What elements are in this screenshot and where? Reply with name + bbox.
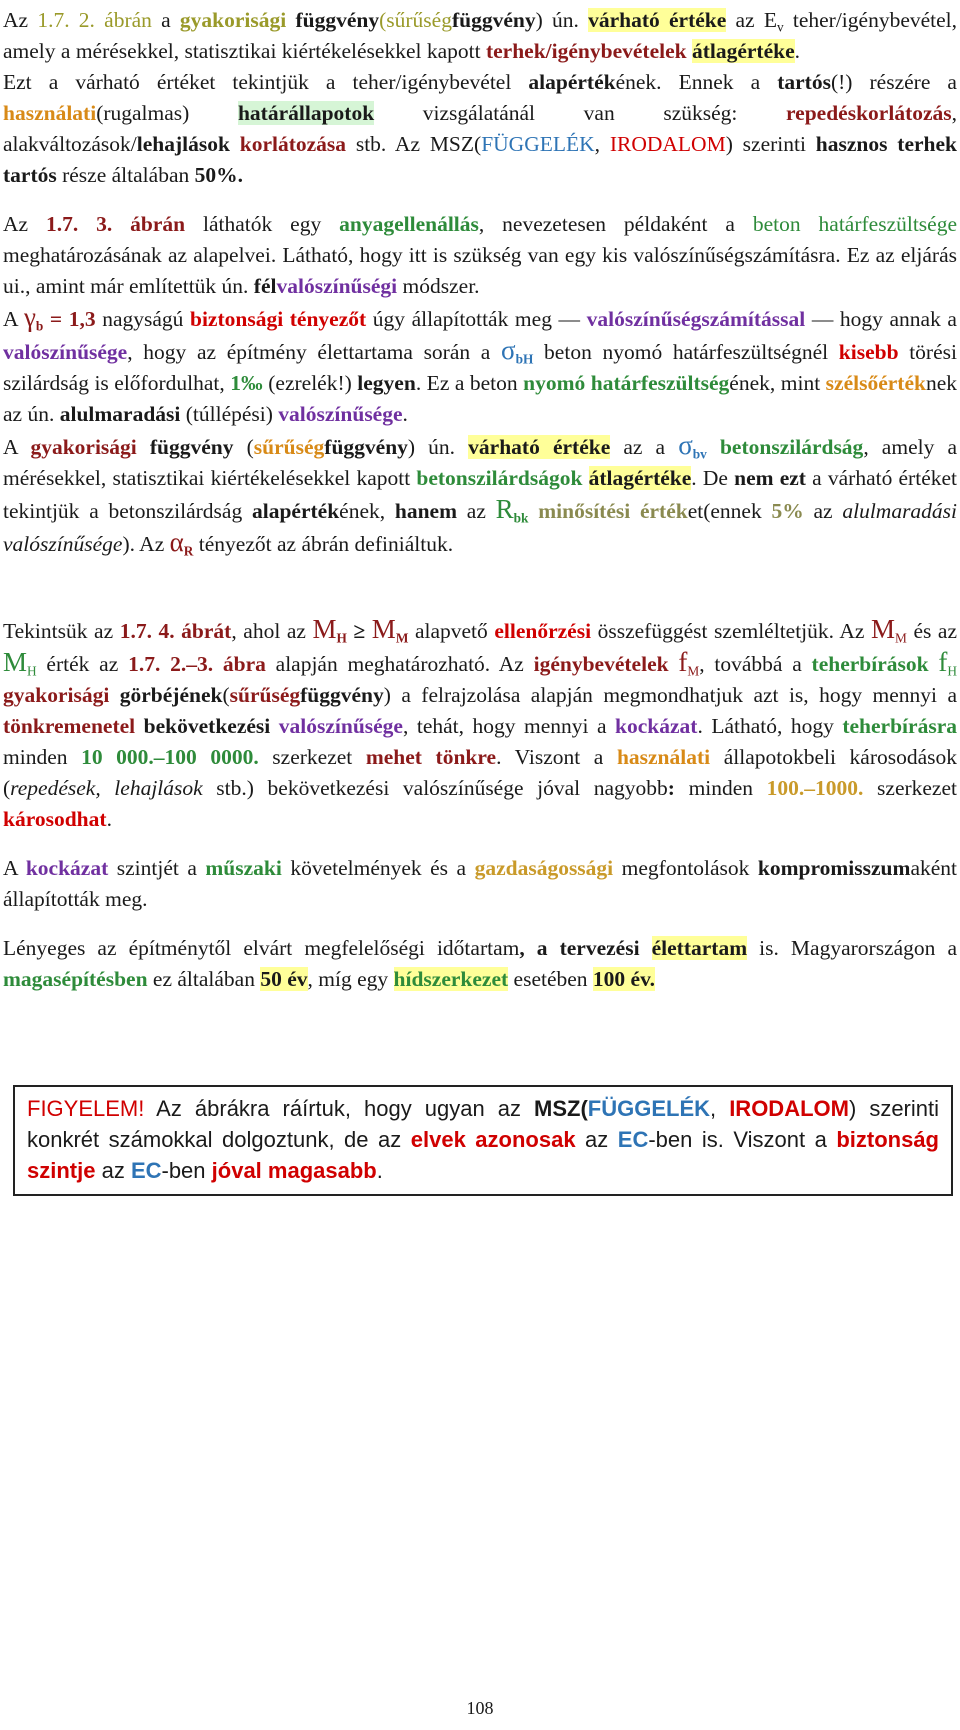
text-run: EC [130,1158,162,1183]
text-run: M [371,614,396,644]
text-run: hanem [394,499,458,523]
text-run: kompromisszum [757,856,911,880]
text-run: kockázat [25,856,109,880]
text-run: műszaki [205,856,282,880]
text-run: ez általában [147,967,261,991]
text-run: ( [233,435,254,459]
text-run: ). Az [122,532,170,556]
text-run: 1.7. 2. ábrán [37,8,152,32]
text-run: kisebb [838,340,899,364]
text-run: H [27,663,37,679]
text-run: az [95,1158,131,1183]
text-run: összefüggést szemléltetjük. Az [591,619,872,643]
text-run: — hogy annak a [805,307,957,331]
text-run: az [575,1127,618,1152]
text-run: szerkezet [863,776,957,800]
text-run: 1‰ [230,371,263,395]
text-run: nyomó határfeszültség [523,371,730,395]
text-run: H [947,663,958,679]
text-run: nek az ún. [3,371,958,426]
text-run: módszer. [397,274,480,298]
page-number: 108 [466,1698,494,1718]
text-run: , [710,1096,730,1121]
text-run: valószínűségi [276,274,398,298]
text-run: az [803,499,843,523]
text-run [582,466,588,490]
text-run: (rugalmas) [96,101,238,125]
text-run: . Látható, hogy [697,714,843,738]
text-run: 1.7. 3. ábrán [45,212,186,236]
text-run: A [3,856,26,880]
text-run: v [776,19,784,35]
text-run: (túllépési) [180,402,279,426]
text-run: M [871,614,896,644]
text-run: 100 év. [592,967,656,991]
text-run: , tehát, hogy mennyi a [402,714,616,738]
text-run: , a tervezési [519,936,652,960]
text-run: f [678,647,688,677]
text-run: FÜGGELÉK [587,1096,711,1121]
text-run: 100.–1000. [766,776,864,800]
text-run: (sűrűség [379,8,452,32]
text-run: aként állapították meg. [3,856,957,911]
text-run: magasépítésben [3,967,148,991]
text-run: valószínűségszámítással [586,307,806,331]
text-run: legyen [357,371,416,395]
text-run: . De [691,466,735,490]
text-run: beton határfeszültsége [752,212,958,236]
text-run: M [687,663,700,679]
text-run: függvény [324,435,408,459]
text-run: 1.7. 2.–3. ábra [128,652,266,676]
text-run: stb. Az MSZ( [346,132,482,156]
text-run: esetében [508,967,593,991]
text-run: terhek/igénybevételek [485,39,687,63]
text-run: σ [501,335,516,365]
text-run: átlagértéke [691,39,795,63]
text-run: valószínűsége [278,714,403,738]
text-run: et(ennek [687,499,772,523]
text-run: ellenőrzési [494,619,592,643]
text-run: 50 év [260,967,308,991]
paragraph-expected-value-load [3,0,957,67]
text-run: = 1,3 [43,307,96,331]
text-run: szerkezet [258,745,366,769]
text-run: láthatók egy [185,212,340,236]
text-run: beton nyomó határfeszültségnél [533,340,839,364]
text-run: minden [674,776,767,800]
text-run: valószínűsége [3,340,128,364]
text-run: mehet tönkre [365,745,497,769]
text-run: függvény [286,8,380,32]
text-run: sűrűség [253,435,325,459]
text-run: : [667,776,675,800]
text-run: , továbbá a [699,652,812,676]
text-run: az E [726,8,777,32]
paragraph-design-life [3,933,957,995]
text-run: meghatározásának az alapelvei. Látható, hogy itt is szükség van egy kis valószínűségszámításra. Ez az eljárás ui., amint már említettük ún. [3,243,957,298]
text-run: alapérték [251,499,340,523]
paragraph-safety-factor [3,302,957,430]
text-run: alapvető [408,619,495,643]
text-run: IRODALOM [609,132,726,156]
text-run: görbéjének [119,683,223,707]
text-run: M [895,630,907,646]
text-run: tényezőt az ábrán definiáltuk. [193,532,454,556]
text-run: sűrűség [229,683,301,707]
text-run: károsodhat [3,807,107,831]
text-run: hasznos terhek tartós [3,132,957,187]
text-run: törési szilárdság is előfordulhat, [3,340,957,395]
text-run: várható értéke [468,435,611,459]
text-run: bH [515,351,534,367]
text-run: szintjét a [108,856,206,880]
text-run: A [3,435,31,459]
text-run: igénybevételek [533,652,669,676]
text-run: ) ún. [535,8,589,32]
text-run: követelmények és a [281,856,475,880]
text-run: MSZ( [534,1096,588,1121]
text-run: gyakorisági [179,8,287,32]
text-run: α [169,527,184,557]
text-run: határállapotok [237,101,375,125]
text-run: , ahol az [231,619,313,643]
text-run: használati [3,101,97,125]
text-run: ének, [339,499,395,523]
text-run: bk [513,510,529,526]
document-page [3,0,957,1196]
text-run [929,652,939,676]
text-run: 1.7. 4. ábrát [119,619,232,643]
text-run: tartós [777,70,831,94]
text-run: stb.) bekövetkezési valószínűsége jóval nagyobb [202,776,668,800]
attention-box [13,1085,953,1196]
text-run: kockázat [615,714,698,738]
text-run: , amely a mérésekkel, statisztikai kiértékelésekkel kapott [3,435,957,490]
text-run: is. Magyarországon a [747,936,957,960]
text-run: teher/igénybevétel, amely a mérésekkel, statisztikai kiértékelésekkel kapott [3,8,958,63]
text-run: Az ábrákra ráírtuk, hogy ugyan az [144,1096,535,1121]
text-run [135,714,144,738]
text-run: várható értéke [588,8,727,32]
text-run: (!) részére a [830,70,957,94]
text-run: bekövetkezési [143,714,271,738]
text-run: -ben [161,1158,212,1183]
text-run: ) szerinti [725,132,816,156]
paragraph-material-resistance [3,209,957,302]
text-run: H [336,630,347,646]
paragraph-risk-level [3,853,957,915]
text-run: alapérték [528,70,616,94]
text-run: repedések, lehajlások [10,776,203,800]
text-run: és az [906,619,958,643]
text-run: élettartam [651,936,748,960]
text-run: az a [610,435,679,459]
text-run: átlagértéke [588,466,692,490]
text-run: alapján meghatározható. Az [265,652,534,676]
text-run: EC [617,1127,649,1152]
text-run: (ezrelék!) [262,371,358,395]
text-run: 50%. [194,163,243,187]
text-run: A [3,307,24,331]
text-run: repedéskorlátozás [786,101,952,125]
text-run: érték az [36,652,129,676]
text-run: R [183,543,194,559]
text-run: alulmaradási [59,402,181,426]
text-run: . [106,807,112,831]
text-run: ének. Ennek a [615,70,778,94]
text-run: σ [678,430,693,460]
text-run: Az [3,212,46,236]
paragraph-base-value [3,67,957,191]
text-run: bv [692,446,707,462]
text-run: , míg egy [307,967,394,991]
text-run: ) a felrajzolása alapján megmondhatjuk azt is, hogy mennyi a [383,683,957,707]
text-run: függvény [451,8,536,32]
text-run: FÜGGELÉK [481,132,595,156]
text-run: f [938,647,948,677]
text-run: ének, mint [729,371,826,395]
text-run: , hogy az építmény élettartama során a [127,340,502,364]
text-run: használati [616,745,711,769]
text-run: , [594,132,610,156]
text-run: ) szerinti konkrét számokkal dolgoztunk, de az [27,1096,940,1152]
text-run: jóval magasabb [211,1158,377,1183]
paragraph-concrete-strength [3,430,957,560]
text-run: tönkremenetel [3,714,136,738]
text-run: ≥ [346,619,372,643]
text-run: része általában [56,163,195,187]
text-run: minden [3,745,82,769]
text-run: anyagellenállás [339,212,479,236]
text-run: γ [23,302,36,332]
text-run: . Viszont a [496,745,617,769]
text-run: biztonság szintje [27,1127,939,1183]
text-run: gyakorisági [3,683,110,707]
text-run: Ezt a várható értéket tekintjük a teher/igénybevétel [3,70,529,94]
text-run [270,714,279,738]
text-run: , alakváltozások/ [3,101,958,156]
text-run: állapotokbeli károsodások ( [3,745,958,800]
text-run: gyakorisági [30,435,137,459]
text-run: hídszerkezet [393,967,509,991]
text-run: M [395,630,409,646]
text-run [109,683,119,707]
text-run [669,652,679,676]
text-run: alulmaradási valószínűsége [3,499,958,556]
text-run: lehajlások [136,132,230,156]
text-run: vizsgálatánál van szükség: [374,101,787,125]
text-run: Az [3,8,38,32]
text-run: b [35,318,44,334]
text-run: Tekintsük az [3,619,120,643]
text-run [707,435,720,459]
text-run: . [402,402,408,426]
text-run: fél [253,274,277,298]
text-run: R [495,494,514,524]
text-run: elvek azonosak [410,1127,576,1152]
text-run: 5% [771,499,804,523]
text-run: nagyságú [95,307,190,331]
text-run [230,132,240,156]
text-run: teherbírásra [842,714,957,738]
text-run: úgy állapították meg — [366,307,587,331]
text-run: valószínűsége [278,402,403,426]
text-run: függvény [136,435,234,459]
text-run: betonszilárdság [719,435,864,459]
text-run: korlátozása [239,132,347,156]
text-run: a [151,8,180,32]
text-run: biztonsági tényezőt [190,307,367,331]
text-run: . Ez a beton [415,371,524,395]
text-run [528,499,538,523]
text-run: M [3,647,28,677]
text-run: -ben is. Viszont a [648,1127,837,1152]
text-run: nem ezt [734,466,806,490]
text-run: , nevezetesen példaként a [478,212,753,236]
text-run: . [794,39,801,63]
text-run: M [312,614,337,644]
text-run: a várható értéket tekintjük a betonszilárdság [3,466,957,523]
text-run: szélsőérték [825,371,926,395]
text-run: ) ún. [407,435,469,459]
text-run: ( [222,683,230,707]
text-run: betonszilárdságok [416,466,583,490]
text-run: IRODALOM [729,1096,849,1121]
text-run: gazdaságossági [474,856,614,880]
paragraph-verification [3,614,957,835]
text-run: az [457,499,496,523]
text-run: megfontolások [613,856,758,880]
text-run: FIGYELEM! [27,1096,145,1121]
text-run: 10 000.–100 0000. [81,745,259,769]
text-run: függvény [300,683,384,707]
text-run: . [376,1158,383,1183]
text-run: minősítési érték [538,499,688,523]
text-run: teherbírások [811,652,929,676]
text-run: Lényeges az építménytől elvárt megfelelőségi időtartam [3,936,520,960]
